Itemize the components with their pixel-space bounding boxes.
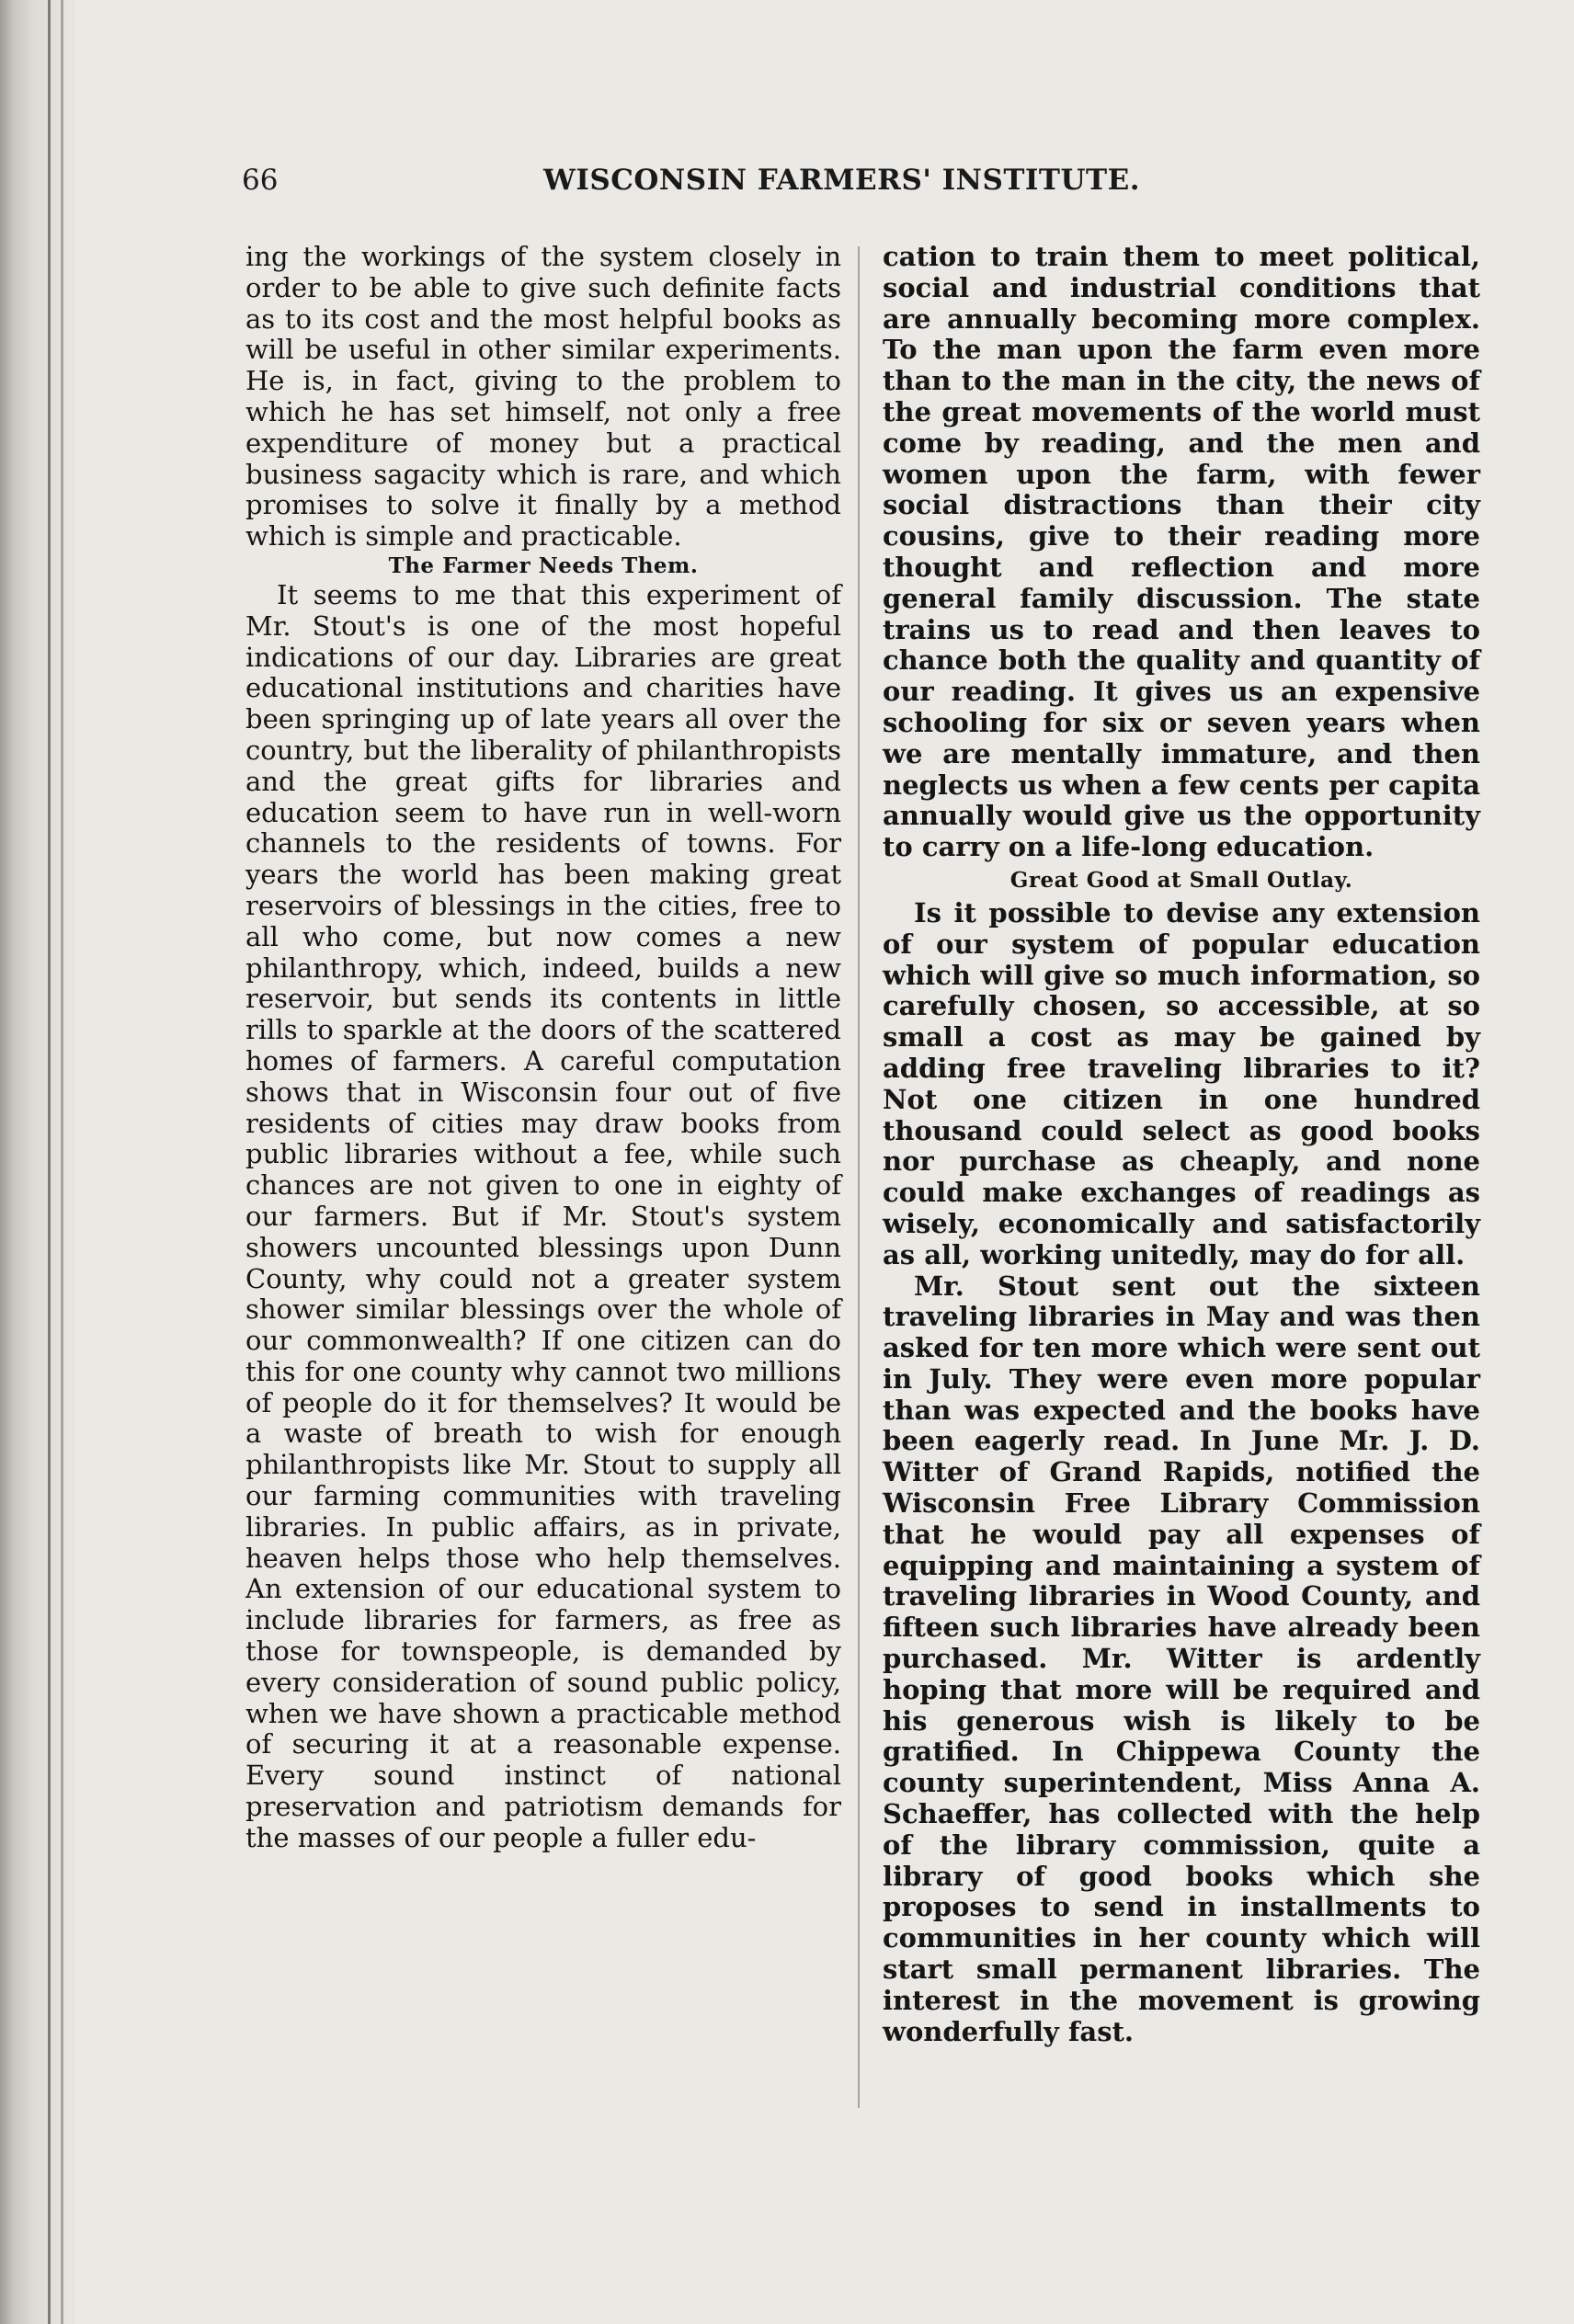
- page-number: 66: [242, 164, 279, 197]
- paragraph: Mr. Stout sent out the sixteen traveling libraries in May and was then asked for ten more which were sent out in July. They were even more popular than was expected and the books have been eagerly read. In June Mr. J. D. Witter of Grand Rapids, notified the Wisconsin Free Library Commission that he would pay all expenses of equipping and maintaining a system of traveling libraries in Wood County, and fifteen such libraries have already been purchased. Mr. Witter is ardently hoping that more will be required and his generous wish is likely to be gratified. In Chippewa County the county superintendent, Miss Anna A. Schaeffer, has collected with the help of the library commission, quite a library of good books which she proposes to send in installments to communities in her county which will start small permanent libraries. The interest in the movement is growing wonderfully fast.: [883, 1270, 1480, 2047]
- right-column: [883, 242, 1480, 2047]
- section-heading: The Farmer Needs Them.: [388, 553, 699, 578]
- paragraph: It seems to me that this experiment of Mr. Stout's is one of the most hopeful indications of our day. Libraries are great educational institutions and charities have been springing up of late years all over the country, but the liberality of philanthropists and the great gifts for libraries and education seem to have run in well-worn channels to the residents of towns. For years the world has been making great reservoirs of blessings in the cities, free to all who come, but now comes a new philanthropy, which, indeed, builds a new reservoir, but sends its contents in little rills to sparkle at the doors of the scattered homes of farmers. A careful computation shows that in Wisconsin four out of five residents of cities may draw books from public libraries without a fee, while such chances are not given to one in eighty of our farmers. But if Mr. Stout's system showers uncounted blessings upon Dunn County, why could not a greater system shower similar blessings over the whole of our commonwealth? If one citizen can do this for one county why cannot two millions of people do it for themselves? It would be a waste of breath to wish for enough philanthropists like Mr. Stout to supply all our farming communities with traveling libraries. In public affairs, as in private, heaven helps those who help themselves. An extension of our educational system to include libraries for farmers, as free as those for townspeople, is demanded by every consideration of sound public policy, when we have shown a practicable method of securing it at a reasonable expense. Every sound instinct of national preservation and patriotism demands for the masses of our people a fuller edu-: [245, 578, 841, 1853]
- section-heading: Great Good at Small Outlay.: [1009, 867, 1353, 893]
- running-head: WISCONSIN FARMERS' INSTITUTE.: [543, 164, 1141, 197]
- column-divider: [858, 246, 860, 2108]
- binding-rule: [48, 0, 51, 2324]
- paragraph: ing the workings of the system closely in order to be able to give such definite facts as to its cost and the most helpful books as will be useful in other similar experiments. He is, in fact, giving to the problem to which he has set himself, not only a free expenditure of money but a practical business sagacity which is rare, and which promises to solve it finally by a method which is simple and practicable.: [245, 241, 841, 553]
- binding-rule: [61, 0, 63, 2324]
- page-header: [242, 164, 1511, 206]
- paragraph: Is it possible to devise any extension of our system of popular education which will give so much information, so carefully chosen, so accessible, at so small a cost as may be gained by adding free traveling libraries to it? Not one citizen in one hundred thousand could select as good books nor purchase as cheaply, and none could make exchanges of readings as wisely, economically and satisfactorily as all, working unitedly, may do for all.: [883, 896, 1480, 1270]
- book-binding-edge: [0, 0, 75, 2324]
- left-column: [245, 242, 841, 1854]
- paragraph: cation to train them to meet political, social and industrial conditions that are annually becoming more complex. To the man upon the farm even more than to the man in the city, the news of the great movements of the world must come by reading, and the men and women upon the farm, with fewer social distractions than their city cousins, give to their reading more thought and reflection and more general family discussion. The state trains us to read and then leaves to chance both the quality and quantity of our reading. It gives us an expensive schooling for six or seven years when we are mentally immature, and then neglects us when a few cents per capita annually would give us the opportunity to carry on a life-long education.: [883, 241, 1480, 863]
